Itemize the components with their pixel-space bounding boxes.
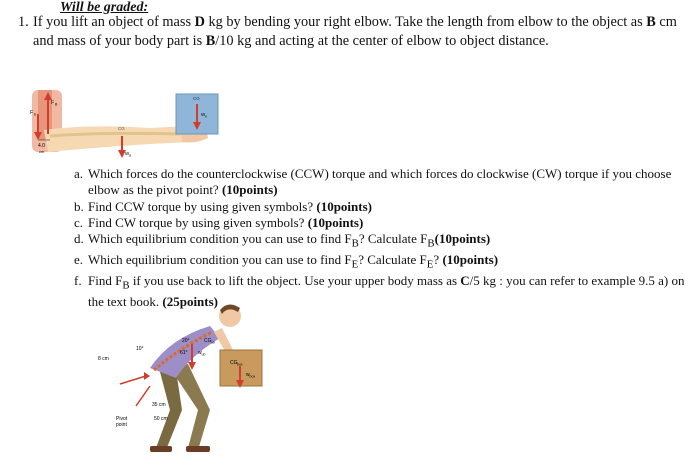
- question-text: If you lift an object of mass D kg by bending your right elbow. Take the length from elbow to the object as B cm and mass of your body part is B/10 kg and acting at the center of elbow to object distance.: [33, 14, 677, 49]
- svg-text:CG: CG: [204, 338, 212, 344]
- svg-text:w: w: [198, 350, 202, 356]
- svg-text:CG: CG: [230, 360, 238, 366]
- svg-text:F: F: [30, 110, 34, 116]
- forearm: [44, 126, 190, 152]
- svg-text:W: W: [125, 151, 130, 156]
- svg-text:20°: 20°: [182, 338, 190, 344]
- question-number: 1.: [18, 14, 29, 30]
- svg-text:box: box: [249, 374, 256, 379]
- svg-text:61°: 61°: [180, 350, 188, 356]
- svg-text:F: F: [51, 100, 55, 106]
- svg-text:box: box: [237, 362, 243, 367]
- svg-text:4.0: 4.0: [38, 143, 45, 149]
- svg-text:ub: ub: [211, 340, 215, 345]
- question-1: [18, 13, 688, 51]
- svg-text:35 cm: 35 cm: [152, 402, 166, 408]
- svg-text:10°: 10°: [136, 346, 144, 352]
- svg-text:cm: cm: [39, 149, 45, 154]
- sub-question-d: d. Which equilibrium condition you can use to find $F_B$? Calculate $F_B(10points)$: [74, 231, 491, 250]
- sub-question-f: f. Find $F_B$ if you use back to lift the object. Use your upper body mass as C/5 kg : you can refer to example 9.5 a) on the text book. (25points): [74, 272, 685, 309]
- svg-text:o: o: [205, 114, 207, 119]
- forearm-figure: [30, 90, 240, 162]
- sub-question-e: e. Which equilibrium condition you can use to find $F_E$? Calculate $F_E$? (10points): [74, 252, 499, 271]
- svg-text:8 cm: 8 cm: [98, 356, 109, 362]
- svg-text:E: E: [34, 112, 37, 117]
- graded-header: Will be graded:: [60, 0, 149, 15]
- svg-text:ub: ub: [201, 352, 206, 357]
- sub-question-b: b. Find CCW torque by using given symbols? (10points): [74, 198, 372, 214]
- svg-text:w: w: [246, 372, 250, 378]
- svg-text:point: point: [116, 422, 127, 428]
- svg-text:50 cm: 50 cm: [154, 416, 168, 422]
- svg-text:a: a: [129, 153, 131, 158]
- sub-question-c: c. Find CW torque by using given symbols? (10points): [74, 214, 364, 230]
- back-lift-figure: [98, 298, 280, 460]
- sub-questions: [74, 166, 694, 310]
- svg-text:Pivot: Pivot: [116, 416, 128, 422]
- sub-question-a: a. Which forces do the counterclockwise (CCW) torque and which forces do clockwise (CW) torque if you choose elbow as the pivot point? (10points): [74, 166, 672, 198]
- svg-text:B: B: [55, 102, 58, 107]
- shoe-front: [186, 446, 210, 452]
- svg-text:CG: CG: [118, 126, 125, 131]
- svg-text:W: W: [201, 112, 206, 117]
- shoe-back: [150, 446, 172, 452]
- svg-text:CG: CG: [193, 96, 200, 101]
